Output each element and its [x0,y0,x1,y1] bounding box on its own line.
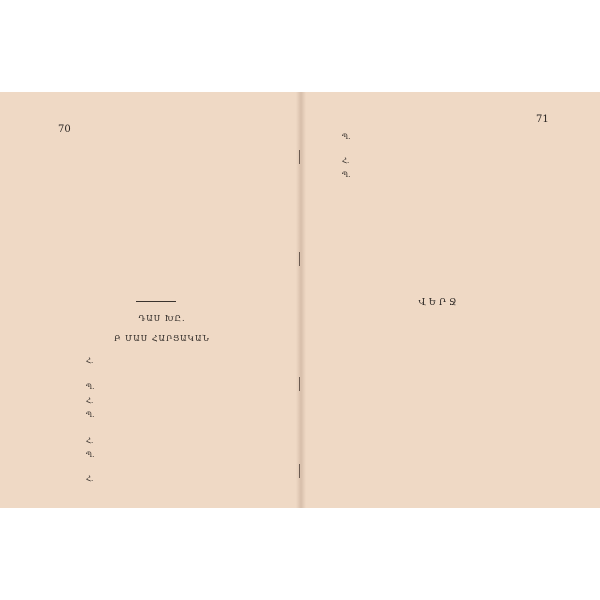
speaker-mark: Հ. [342,157,350,165]
dialogue-text [104,382,266,393]
dialogue-text [330,206,548,217]
section-divider [136,301,176,302]
dialogue-text [360,132,548,143]
text-line [58,240,266,251]
text-line [58,276,266,287]
speaker-mark: Պ. [86,451,95,459]
binding-stitch [299,464,304,478]
dialogue-text [104,474,266,485]
speaker-mark: Հ. [86,357,94,365]
right-page-number: 71 [536,114,549,125]
text-line [58,252,266,263]
speaker-mark: Հ. [86,397,94,405]
text-line [58,180,266,191]
dialogue-text [104,356,266,367]
text-line [58,192,266,203]
dialogue-text [360,156,548,167]
speaker-mark: Հ. [86,475,94,483]
text-line [58,216,266,227]
dialogue-text [58,422,266,433]
text-line [58,156,266,167]
text-line [58,204,266,215]
dialogue-text [104,450,266,461]
text-line [66,144,266,155]
end-mark: ՎԵՐՋ [418,298,460,308]
lesson-subheading: Բ ՄԱՍ ՀԱՐՑԱԿԱՆ [114,334,210,343]
dialogue-text [58,462,266,473]
dialogue-text [330,182,548,193]
speaker-mark: Պ. [86,383,95,391]
speaker-mark: Պ. [342,133,351,141]
left-page-number: 70 [58,124,71,135]
text-line [58,264,266,275]
dialogue-text [58,368,266,379]
text-line [58,228,266,239]
lesson-heading: ԴԱՍ ԽԸ. [138,314,186,323]
binding-stitch [299,150,304,164]
binding-stitch [299,377,304,391]
dialogue-text [104,436,266,447]
speaker-mark: Պ. [86,411,95,419]
text-line [58,168,266,179]
speaker-mark: Պ. [342,171,351,179]
binding-stitch [299,252,304,266]
dialogue-text [104,396,266,407]
dialogue-text [104,410,266,421]
book-spread [0,92,600,508]
dialogue-text [330,194,548,205]
speaker-mark: Հ. [86,437,94,445]
dialogue-text [330,144,548,155]
dialogue-text [360,170,548,181]
